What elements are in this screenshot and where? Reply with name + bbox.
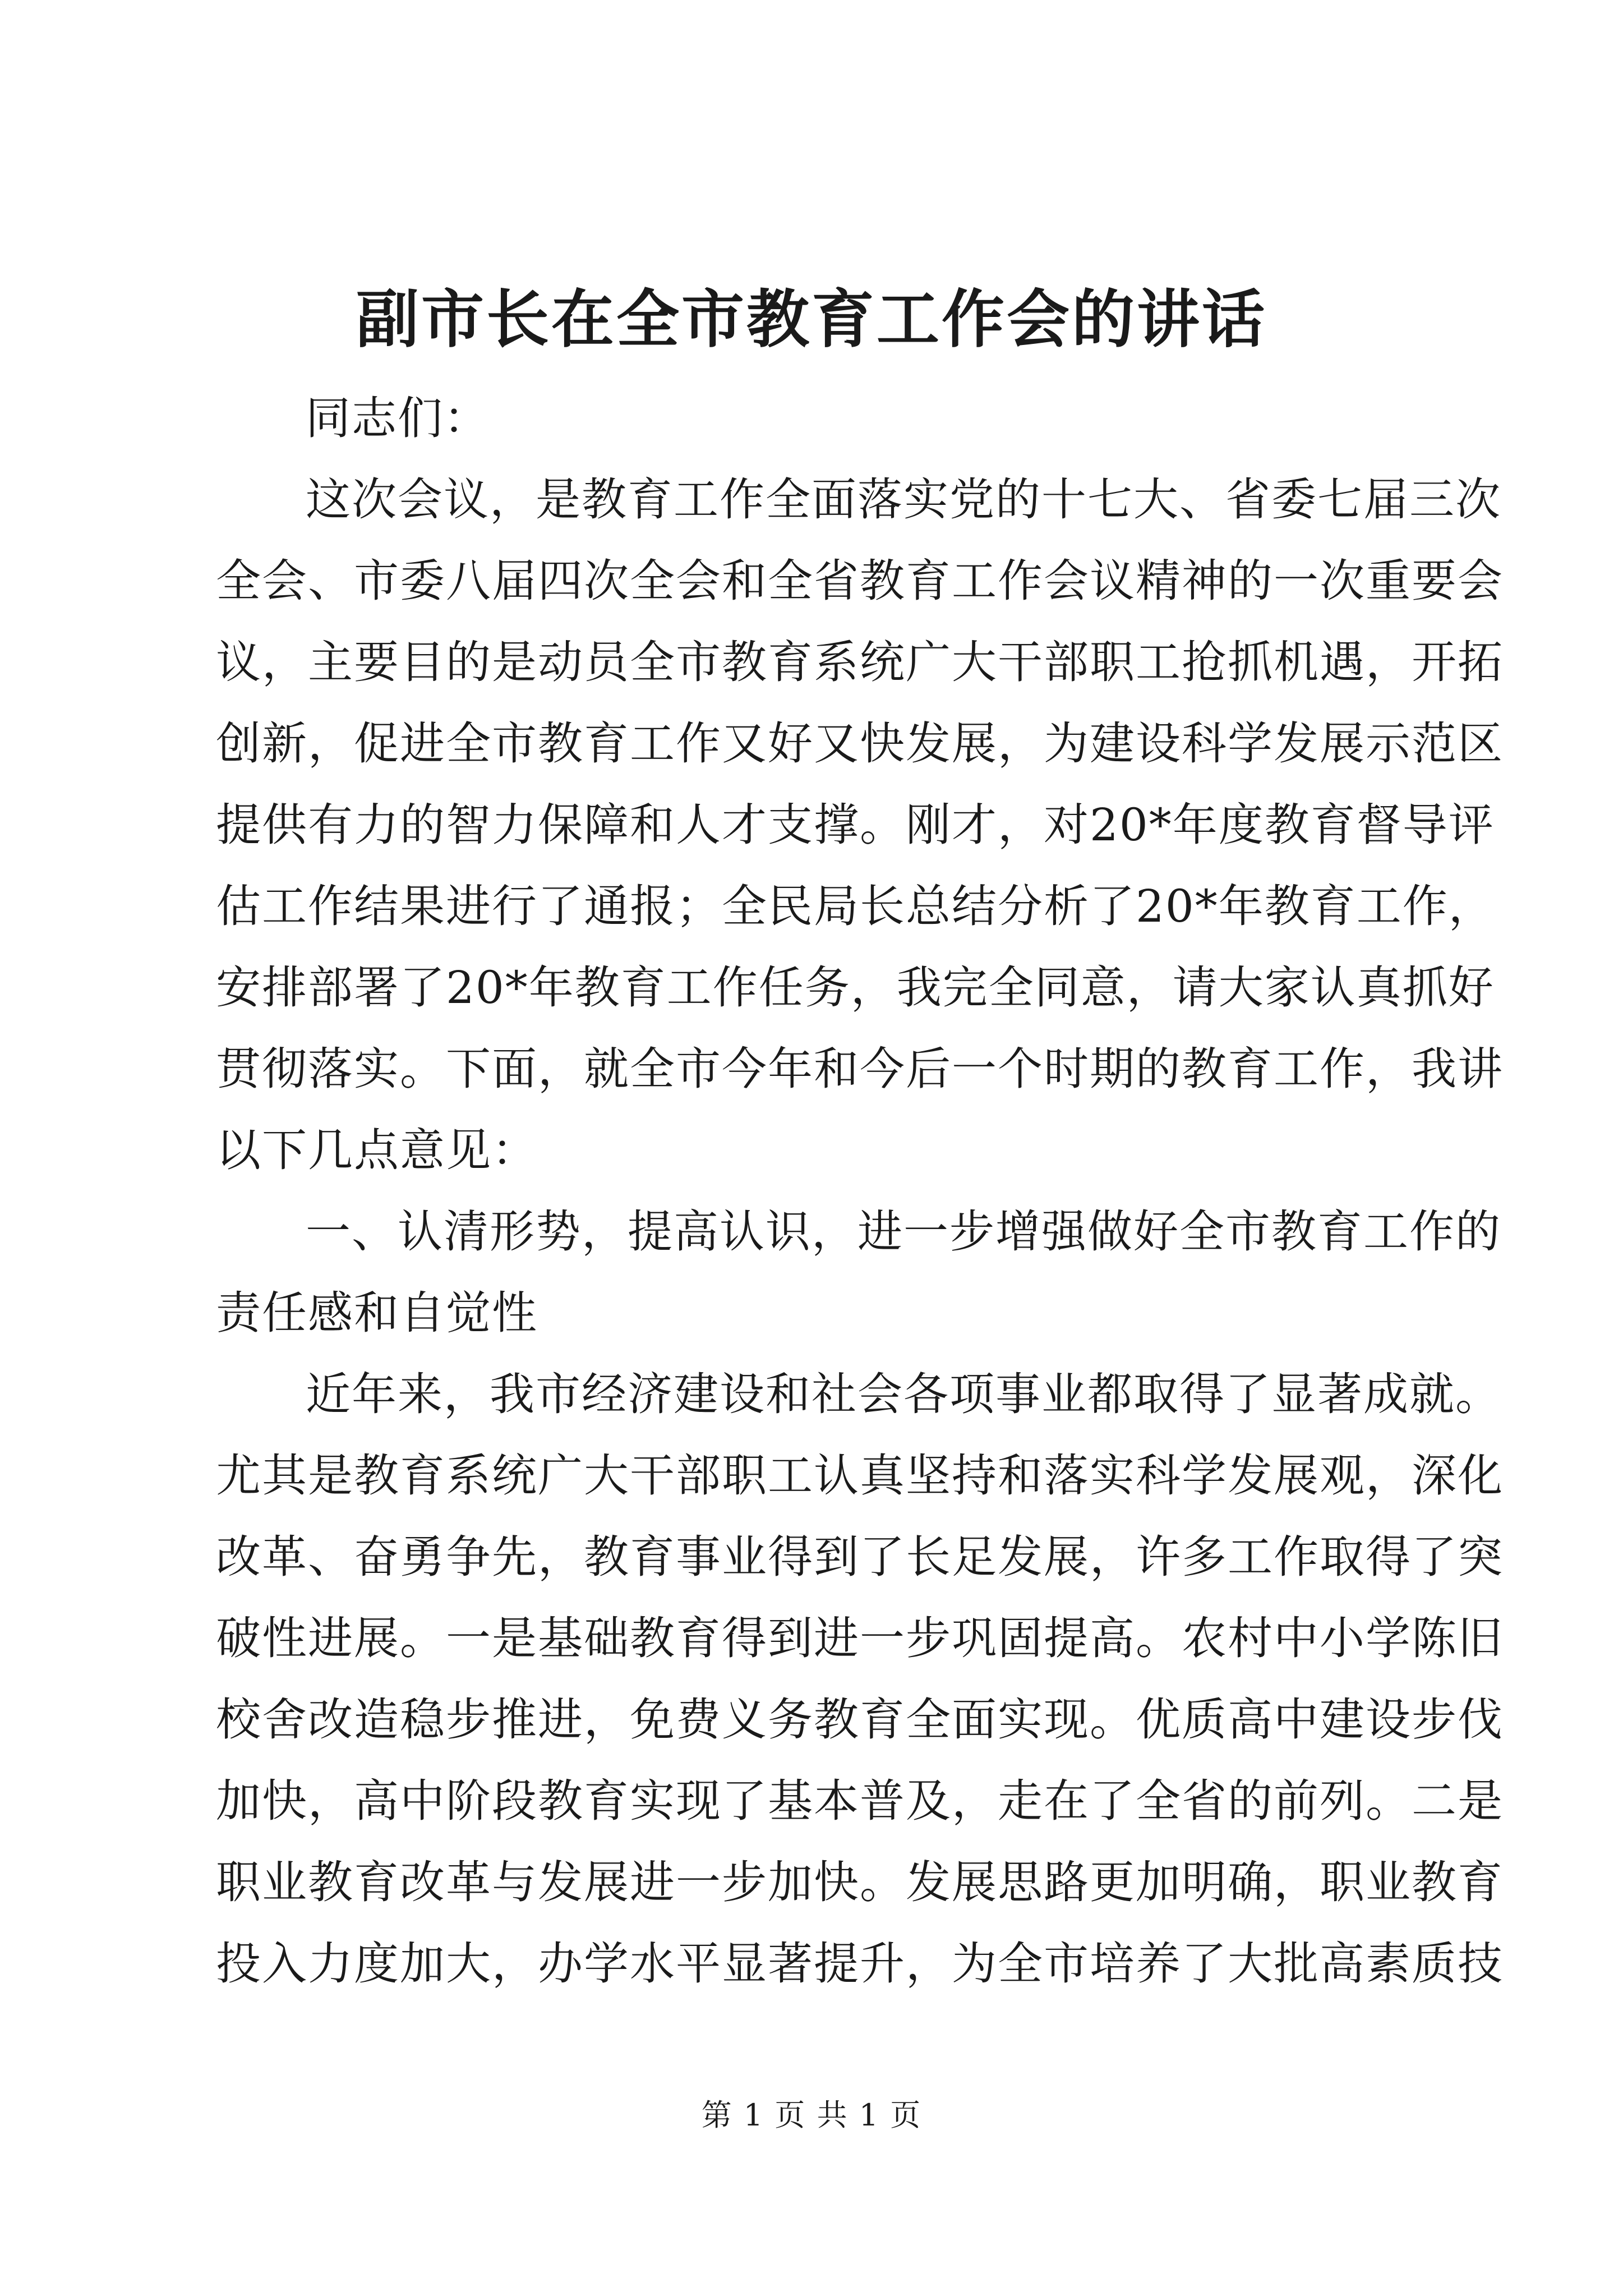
paragraph-line: 提供有力的智力保障和人才支撑。刚才，对20*年度教育督导评 [216, 799, 1495, 851]
salutation-line: 同志们： [306, 392, 490, 444]
paragraph-line: 创新，促进全市教育工作又好又快发展，为建设科学发展示范区 [216, 717, 1504, 770]
paragraph-line: 估工作结果进行了通报；全民局长总结分析了20*年教育工作， [216, 880, 1495, 932]
document-title: 副市长在全市教育工作会的讲话 [356, 283, 1267, 356]
paragraph-line: 投入力度加大，办学水平显著提升，为全市培养了大批高素质技 [216, 1938, 1504, 1990]
paragraph-line: 尤其是教育系统广大干部职工认真坚持和落实科学发展观，深化 [216, 1450, 1504, 1502]
paragraph-line: 校舍改造稳步推进，免费义务教育全面实现。优质高中建设步伐 [216, 1694, 1504, 1746]
section-heading-line: 责任感和自觉性 [216, 1287, 538, 1339]
paragraph-line: 以下几点意见： [216, 1124, 538, 1176]
section-heading-line: 一、认清形势，提高认识，进一步增强做好全市教育工作的 [306, 1205, 1501, 1258]
paragraph-line: 改革、奋勇争先，教育事业得到了长足发展，许多工作取得了突 [216, 1531, 1504, 1583]
paragraph-line: 近年来，我市经济建设和社会各项事业都取得了显著成就。 [306, 1368, 1501, 1420]
paragraph-line: 这次会议，是教育工作全面落实党的十七大、省委七届三次 [306, 473, 1501, 526]
paragraph-line: 全会、市委八届四次全会和全省教育工作会议精神的一次重要会 [216, 555, 1504, 607]
paragraph-line: 破性进展。一是基础教育得到进一步巩固提高。农村中小学陈旧 [216, 1612, 1504, 1664]
paragraph-line: 贯彻落实。下面，就全市今年和今后一个时期的教育工作，我讲 [216, 1043, 1504, 1095]
paragraph-line: 安排部署了20*年教育工作任务，我完全同意，请大家认真抓好 [216, 961, 1495, 1014]
paragraph-line: 加快，高中阶段教育实现了基本普及，走在了全省的前列。二是 [216, 1775, 1504, 1827]
page-footer: 第 1 页 共 1 页 [701, 2097, 922, 2133]
paragraph-line: 职业教育改革与发展进一步加快。发展思路更加明确，职业教育 [216, 1856, 1504, 1908]
paragraph-line: 议，主要目的是动员全市教育系统广大干部职工抢抓机遇，开拓 [216, 636, 1504, 688]
